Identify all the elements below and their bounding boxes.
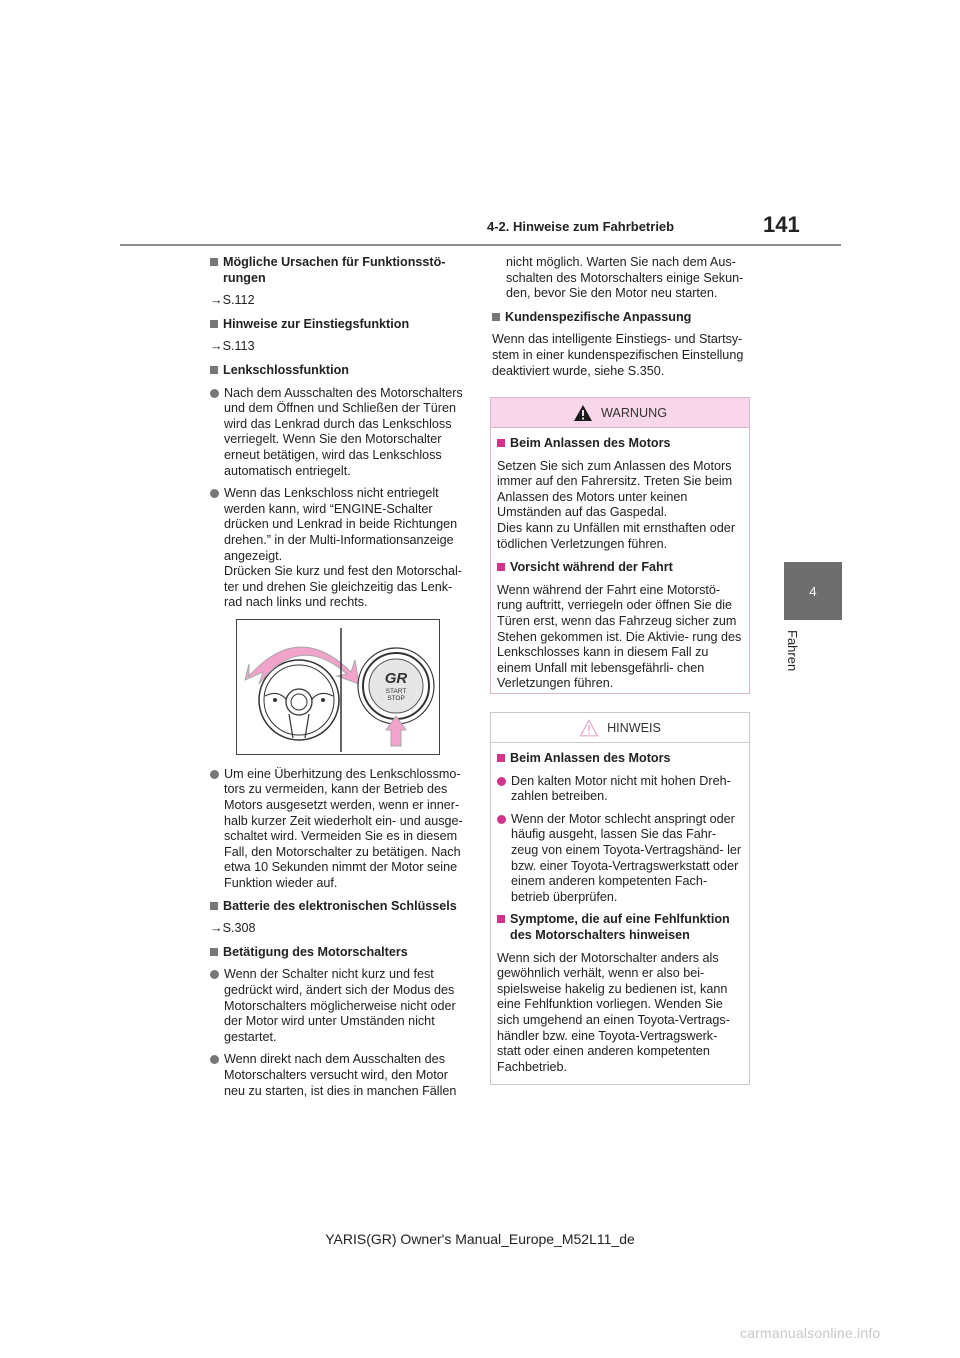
- notice-body: [491, 743, 749, 1075]
- square-bullet-icon: [497, 439, 505, 447]
- stop-label: STOP: [387, 694, 405, 702]
- square-bullet-icon: [210, 902, 218, 910]
- list-item: Wenn der Motor schlecht anspringt oder häufig ausgeht, lassen Sie das Fahr- zeug von einem Toyota-Vertragshänd- ler bzw. einer Toyota-Vertragswerkstatt oder einem anderen kompetenten Fach- betrieb überprüfen.: [497, 812, 743, 906]
- chapter-label: Fahren: [785, 630, 800, 672]
- square-bullet-icon: [497, 754, 505, 762]
- square-bullet-icon: [497, 915, 505, 923]
- heading-steering-lock: Lenkschlossfunktion: [210, 363, 468, 379]
- warning-heading-driving: Vorsicht während der Fahrt: [497, 560, 743, 576]
- list-item: Nach dem Ausschalten des Motorschalters und dem Öffnen und Schließen der Türen wird das Lenkrad durch das Lenkschloss verriegelt. Wenn Sie den Motorschalter erneut betätigen, wird das Lenkschloss automatisch entriegelt.: [210, 386, 468, 480]
- list-item: Wenn direkt nach dem Ausschalten des Motorschalters versucht wird, den Motor neu zu starten, ist dies in manchen Fällen: [210, 1052, 468, 1099]
- notice-heading-symptoms: Symptome, die auf eine Fehlfunktion des Motorschalters hinweisen: [497, 912, 743, 943]
- warning-heading-start: Beim Anlassen des Motors: [497, 436, 743, 452]
- notice-text: Wenn sich der Motorschalter anders als gewöhnlich verhält, wenn er also bei- spielsweise hakelig zu bedienen ist, kann eine Fehlfunktion vorliegen. Wenden Sie sich umgehend an einen Toyota-Vertrags- händler bzw. eine Toyota-Vertragswerk- statt oder einen anderen kompetenten Fachbetrieb.: [497, 950, 730, 1074]
- steering-wheel-illustration: [236, 619, 440, 755]
- list-item-text: Drücken Sie kurz und fest den Motorschal- ter und drehen Sie gleichzeitig das Lenk- rad nach links und rechts.: [224, 564, 462, 610]
- heading-malfunction-causes: Mögliche Ursachen für Funktionsstö- rungen: [210, 255, 468, 286]
- warning-text: Setzen Sie sich zum Anlassen des Motors immer auf den Fahrersitz. Treten Sie beim Anlassen des Motors unter keinen Umständen auf das Gaspedal.: [497, 458, 733, 520]
- round-bullet-icon: [210, 770, 219, 779]
- page-number: 141: [763, 212, 800, 237]
- round-bullet-icon: [210, 970, 219, 979]
- chapter-tab: 4: [784, 562, 842, 620]
- caution-triangle-outline-icon: [579, 719, 599, 737]
- notice-box: [490, 712, 750, 1085]
- list-item: Um eine Überhitzung des Lenkschlossmo- tors zu vermeiden, kann der Betrieb des Motors ausgesetzt werden, wenn er inner- halb kurzer Zeit wiederholt ein- und ausge- schaltet wird. Vermeiden Sie es in diesem Fall, den Motorschalter zu betätigen. Nach etwa 10 Sekunden nimmt der Motor seine Funktion wieder auf.: [210, 767, 468, 892]
- square-bullet-icon: [210, 948, 218, 956]
- left-column: [210, 255, 468, 1106]
- steering-wheel-icon: [259, 660, 339, 740]
- start-label: START: [385, 687, 407, 695]
- square-bullet-icon: [210, 320, 218, 328]
- round-bullet-icon: [497, 777, 506, 786]
- round-bullet-icon: [210, 1055, 219, 1064]
- warning-text: Wenn während der Fahrt eine Motorstö- rung auftritt, verriegeln oder öffnen Sie die Türen erst, wenn das Fahrzeug sicher zum Stehen gekommen ist. Die Aktivie- rung des Lenkschlosses kann in diesem Fall zu einem Unfall mit lebensgefährli- chen Verletzungen führen.: [497, 582, 742, 691]
- watermark: carmanualsonline.info: [740, 1325, 881, 1341]
- warning-triangle-icon: [573, 404, 593, 422]
- gr-logo: GR: [384, 669, 408, 687]
- heading-key-battery: Batterie des elektronischen Schlüssels: [210, 899, 468, 915]
- heading-customization: Kundenspezifische Anpassung: [492, 310, 750, 326]
- notice-title: HINWEIS: [607, 720, 661, 735]
- round-bullet-icon: [497, 815, 506, 824]
- section-title: 4-2. Hinweise zum Fahrbetrieb: [487, 219, 675, 234]
- page-reference: →S.113: [210, 339, 255, 354]
- square-bullet-icon: [210, 366, 218, 374]
- round-bullet-icon: [210, 489, 219, 498]
- start-stop-button-icon: [358, 648, 434, 724]
- list-item: Wenn der Schalter nicht kurz und fest gedrückt wird, ändert sich der Modus des Motorschalters möglicherweise nicht oder der Motor wird unter Umständen nicht gestartet.: [210, 967, 468, 1045]
- page-reference: →S.308: [210, 921, 256, 936]
- notice-header: [491, 713, 749, 743]
- square-bullet-icon: [210, 258, 218, 266]
- list-item-text: Wenn das Lenkschloss nicht entriegelt werden kann, wird “ENGINE-Schalter drücken und Lenkrad in beide Richtungen drehen.” in der Multi-Informationsanzeige angezeigt.: [224, 486, 458, 563]
- warning-body: [491, 428, 749, 692]
- warning-text: Dies kann zu Unfällen mit ernsthaften oder tödlichen Verletzungen führen.: [497, 520, 736, 551]
- square-bullet-icon: [497, 563, 505, 571]
- round-bullet-icon: [210, 389, 219, 398]
- steering-and-start-button-icon: [237, 620, 439, 754]
- heading-entry-function: Hinweise zur Einstiegsfunktion: [210, 317, 468, 333]
- warning-box: [490, 397, 750, 694]
- notice-heading-start: Beim Anlassen des Motors: [497, 751, 743, 767]
- square-bullet-icon: [492, 313, 500, 321]
- header-divider: [120, 244, 841, 246]
- continued-text: nicht möglich. Warten Sie nach dem Aus- schalten des Motorschalters einige Sekun- den, bevor Sie den Motor neu starten.: [506, 255, 744, 301]
- warning-header: [491, 398, 749, 428]
- page-reference: →S.112: [210, 293, 255, 308]
- customization-text: Wenn das intelligente Einstiegs- und Startsy- stem in einer kundenspezifischen Einstellung deaktiviert wurde, siehe S.350.: [492, 332, 744, 378]
- right-column: [492, 255, 750, 387]
- heading-engine-switch-operation: Betätigung des Motorschalters: [210, 945, 468, 961]
- list-item: [210, 486, 468, 611]
- footer-text: YARIS(GR) Owner's Manual_Europe_M52L11_de: [325, 1231, 635, 1247]
- list-item: Den kalten Motor nicht mit hohen Dreh- zahlen betreiben.: [497, 774, 743, 805]
- warning-title: WARNUNG: [601, 405, 667, 420]
